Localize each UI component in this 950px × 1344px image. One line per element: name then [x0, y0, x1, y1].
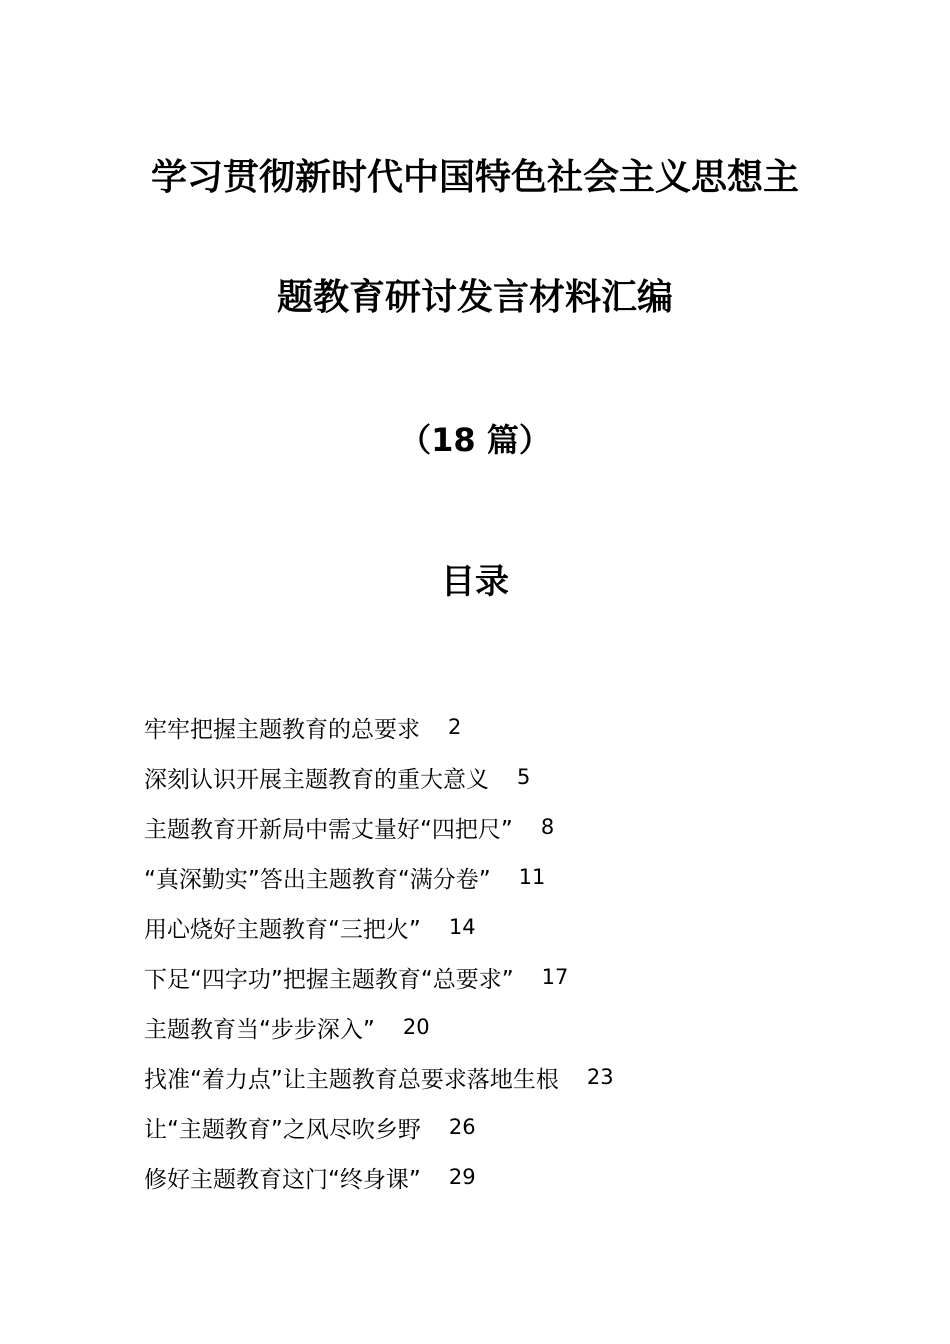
toc-entry-page: 14	[448, 915, 476, 939]
toc-entry[interactable]	[144, 852, 844, 902]
toc-entry[interactable]	[144, 902, 844, 952]
toc-entry[interactable]	[144, 1052, 844, 1102]
toc-entry-page: 2	[448, 715, 462, 739]
toc-entry-page: 23	[586, 1065, 614, 1089]
toc-entry[interactable]	[144, 802, 844, 852]
toc-entry[interactable]	[144, 702, 844, 752]
toc-entry-page: 5	[517, 765, 531, 789]
toc-heading: 目录	[441, 562, 509, 602]
toc-entry-title: 下足“四字功”把握主题教育“总要求”	[144, 966, 514, 993]
document-title-line-2: 题教育研讨发言材料汇编	[276, 277, 673, 318]
toc-entry-title: “真深勤实”答出主题教育“满分卷”	[144, 866, 491, 893]
toc-entry-title: 修好主题教育这门“终身课”	[144, 1166, 421, 1193]
toc-entry-page: 26	[448, 1115, 476, 1139]
toc-entry-title: 深刻认识开展主题教育的重大意义	[144, 766, 489, 793]
document-subtitle: （18 篇）	[399, 421, 551, 459]
toc-entry-title: 主题教育当“步步深入”	[144, 1016, 375, 1043]
toc-entry[interactable]	[144, 952, 844, 1002]
toc-entry-title: 用心烧好主题教育“三把火”	[144, 916, 421, 943]
toc-entry-title: 主题教育开新局中需丈量好“四把尺”	[144, 816, 513, 843]
toc-entry-page: 8	[540, 815, 555, 839]
document-title-line-1: 学习贯彻新时代中国特色社会主义思想主	[150, 157, 799, 198]
toc-entry-page: 20	[402, 1015, 430, 1039]
toc-entry[interactable]	[144, 1152, 844, 1202]
toc-entry-page: 17	[541, 965, 569, 989]
table-of-contents	[144, 702, 844, 1202]
toc-entry-page: 29	[448, 1165, 476, 1189]
toc-entry[interactable]	[144, 752, 844, 802]
toc-entry[interactable]	[144, 1102, 844, 1152]
toc-entry-title: 牢牢把握主题教育的总要求	[144, 716, 420, 743]
toc-entry-title: 让“主题教育”之风尽吹乡野	[144, 1116, 421, 1143]
toc-entry-page: 11	[518, 865, 546, 889]
toc-entry-title: 找准“着力点”让主题教育总要求落地生根	[144, 1066, 559, 1093]
toc-entry[interactable]	[144, 1002, 844, 1052]
